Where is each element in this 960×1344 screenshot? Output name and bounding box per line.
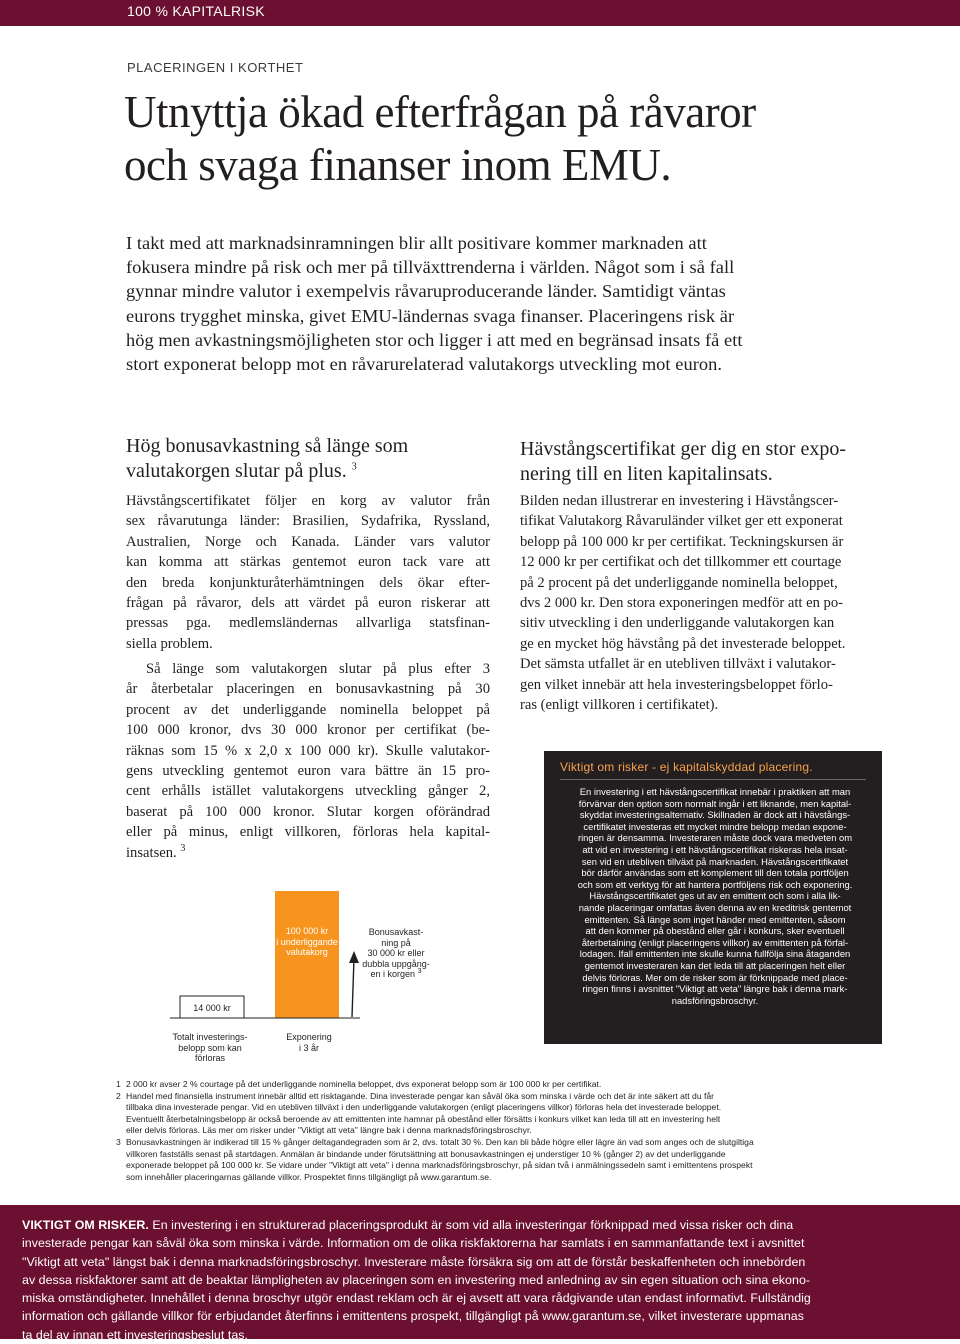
footnote-2 [116, 1091, 886, 1137]
text-line: Hävstångscertifikatet följer en korg av valutor från [126, 493, 490, 509]
investment-diagram [160, 880, 460, 1080]
text-line: sen vid en utebliven tillväxt på marknaden. Hävstångscertifikatet [581, 855, 849, 867]
lead-line: hög men avkastningsmöjligheten stor och ligger i att med en begränsad insats få ett [126, 329, 743, 350]
text-line: tifikat Valutakorg Råvaruländer vilket ger ett exponerat [520, 513, 843, 530]
text-line: kan komma att stärkas gentemot euron tack vare att [126, 554, 490, 571]
footnote-line: exponerade beloppet på 100 000 kr. Se vidare under "Viktigt att veta" i denna marknadsföringsbroschyr, på sidan två i anmälningssedeln samt i emittentens prospekt [126, 1160, 753, 1171]
text-line: av dessa riskfaktorer samt att de beaktar lämpligheten av placeringen som en investering med anledning av sin egen situation och sina ekono- [22, 1272, 811, 1287]
footnote-line: Eventuellt återbetalningsbelopp är också beroende av att emittenten inte hamnar på obestånd eller försätts i konkurs vilket kan leda till att en investering helt [126, 1113, 721, 1124]
text-line: ringen är densamma. Investeraren måste dock vara medveten om [577, 832, 853, 844]
footnote-line: Bonusavkastningen är indikerad till 15 % gånger deltagandegraden som är 2, dvs. totalt 30 %. Den kan bli både högre eller lägre än vad som anges och de slutgiltiga [126, 1136, 754, 1147]
page-title [124, 86, 924, 192]
risk-box-title: Viktigt om risker - ej kapitalskyddad placering. [560, 760, 813, 774]
text-line: pressas pga. medlemsländernas allvarliga statsfinan- [126, 615, 490, 632]
text-line: Bilden nedan illustrerar en investering i Hävstångscer- [520, 493, 839, 509]
text-line: baserat på 100 000 kronor. Slutar korgen oförändrad [126, 803, 490, 820]
text-line: En investering i ett hävstångscertifikat innebär i praktiken att man [579, 786, 851, 797]
big-bar-label [273, 926, 341, 958]
footnotes [116, 1079, 886, 1183]
lead-line: stort exponerat belopp mot en råvarurelaterad valutakorgs utveckling mot euron. [126, 354, 723, 375]
text-line: återbetalning (enligt placeringens villkor) av emittenten på förfal- [581, 936, 849, 948]
text-line: "Viktigt att veta" längst bak i denna marknadsföringsbroschyr. Investerare måste försäkra sig om att de förstår beskaffenheten och innebörden [22, 1254, 806, 1269]
footnote-ref: 3 [351, 461, 357, 473]
text-line: år återbetalar placeringen en bonusavkastning på 30 [126, 681, 490, 698]
small-bar-label: 14 000 kr [193, 1003, 231, 1013]
section-overline: PLACERINGEN I KORTHET [127, 60, 304, 75]
axis-mid-label [272, 1032, 346, 1053]
text-line: information och gällande villkor för erbjudandet återfinns i emittentens prospekt, tillgängligt på www.garantum.se, vilket investerare uppmanas [22, 1309, 804, 1324]
text-line: ta del av innan ett investeringsbeslut tas. [22, 1327, 249, 1342]
text-line: delvis förloras. Mer om de risker som är förknippade med place- [582, 971, 848, 983]
text-line: siella problem. [126, 635, 213, 652]
footnote-ref: 3 [180, 842, 186, 854]
label-line: Totalt investerings- [172, 1032, 248, 1042]
bottom-risk-banner [0, 1205, 960, 1342]
footnote-number: 3 [116, 1136, 121, 1147]
text-line: att den kommer på obestånd eller går i konkurs, sker eventuell [585, 925, 845, 937]
text-line: 100 000 kronor, dvs 30 000 kronor per certifikat (be- [126, 722, 490, 739]
label-line: en i korgen $^3$ [370, 968, 422, 979]
risk-warning-box [544, 751, 882, 1044]
text-line: procent av det underliggande nominella beloppet på [126, 701, 490, 718]
label-line: förloras [194, 1053, 225, 1063]
right-heading [520, 437, 846, 487]
lead-line: eurons trygghet minska, givet EMU-ländernas svaga finanser. Placeringens risk är [126, 305, 735, 326]
text-line: 12 000 kr per certifikat och det tillkommer ett courtage [520, 554, 842, 571]
left-heading [126, 434, 408, 484]
text-line: certifikatet investeras ett mycket mindre belopp medan expone- [583, 820, 847, 832]
title-line: Utnyttja ökad efterfrågan på råvaror [124, 87, 756, 137]
bottom-risk-text [22, 1216, 940, 1344]
footnote-line: villkoren fastställs senast på startdagen. Anmälan är bindande under förutsättning att bonusavkastningen ej understiger 10 % (gånger 2) av det underliggande [126, 1148, 726, 1159]
footnote-line: eller delvis förloras. Läs mer om risker under "Viktigt att veta" längre bak i denna marknadsföringsbroschyr. [126, 1125, 532, 1136]
text-line: Så länge som valutakorgen slutar på plus efter 3 [146, 661, 490, 677]
label-line: Exponering [286, 1032, 332, 1042]
text-line: gentemot investeraren kan det leda till att placeringen helt eller [584, 959, 846, 971]
lead-paragraph [126, 231, 886, 376]
left-paragraph-2 [126, 659, 490, 863]
left-paragraph-1 [126, 491, 490, 654]
text-line: ringen finns i avsnittet "Viktigt att veta" längre bak i denna mark- [582, 983, 848, 995]
label-line: dubbla uppgång- [362, 958, 430, 969]
footnote-line: tillbaka dina investerade pengar. Vid en utebliven tillväxt i den underliggande valutakorgen (enligt placeringens villkor) förloras hela det investerade beloppet. [126, 1102, 722, 1113]
text-line: ras (enligt villkoren i certifikatet). [520, 697, 719, 714]
capital-risk-label: 100 % KAPITALRISK [127, 3, 265, 19]
text-line: gens utveckling gentemot euron vara bättre än 15 pro- [126, 763, 490, 780]
lead-line: gynnar mindre valutor i exempelvis råvaruproducerande länder. Samtidigt väntas [126, 281, 726, 302]
footnote-line: 2 000 kr avser 2 % courtage på det underliggande nominella beloppet, dvs exponerat belopp som är 100 000 kr per certifikat. [126, 1079, 602, 1089]
heading-line: valutakorgen slutar på plus. $^3$ [126, 460, 357, 482]
lead-line: I takt med att marknadsinramningen blir allt positivare kommer marknaden att [126, 233, 707, 253]
axis-left-label [165, 1032, 255, 1064]
footnote-3 [116, 1137, 886, 1183]
text-line: Hävstångscertifikatet ges ut av en emittent och som i alla lik- [589, 890, 841, 902]
text-line: VIKTIGT OM RISKER. En investering i en strukturerad placeringsprodukt är som vid alla investeringar förknippad med vissa risker och dina [22, 1218, 794, 1232]
text-line: lodagen. Ifall emittenten inte skulle kunna fullfölja sina åtaganden [579, 948, 851, 960]
label-line: 30 000 kr eller [367, 948, 425, 958]
text-line: cent erhålls istället valutakorgens utveckling gånger 2, [126, 783, 490, 800]
text-line: gen vilket innebär att hela investeringsbeloppet förlo- [520, 676, 833, 693]
text-line: investerade pengar kan såväl öka som minska i värde. Information om de olika riskfaktorerna har samlats i en sammanfattande text i avsnittet [22, 1236, 805, 1251]
footnote-1 [116, 1079, 886, 1091]
label-line: 100 000 kr [285, 926, 329, 936]
heading-line: Hög bonusavkastning så länge som [126, 435, 409, 457]
text-line: miska omständigheter. Innehållet i denna broschyr utgör endast reklam och är ej avsett att vara rådgivande utan endast informativt. Fullständig [22, 1291, 811, 1306]
label-line: i underliggande [276, 936, 338, 947]
right-paragraph-1 [520, 491, 886, 715]
risk-box-body [560, 786, 870, 1006]
text-line: att vid en investering i ett hävstångscertifikat riskeras hela insat- [582, 843, 848, 855]
label-line: belopp som kan [178, 1042, 242, 1053]
text-line: sex råvarutunga länder: Brasilien, Sydafrika, Ryssland, [126, 513, 490, 530]
heading-line: Hävstångscertifikat ger dig en stor expo- [520, 438, 847, 460]
footnote-number: 1 [116, 1079, 121, 1089]
top-banner [0, 0, 960, 26]
label-line: ning på [381, 937, 411, 948]
text-line: skyddat investeringsalternativ. Skillnaden är dock att i hävstångs- [579, 809, 851, 821]
heading-line: nering till en liten kapitalinsats. [520, 463, 773, 485]
text-line: frågan på råvaror, dels att värdet på euron riskerar att [126, 595, 490, 612]
text-line: belopp på 100 000 kr per certifikat. Teckningskursen är [520, 533, 844, 550]
text-line: eller på minus, enligt villkoren, förloras hela kapital- [126, 824, 490, 841]
text-line: sitiv utveckling i den underliggande valutakorgen kan [520, 615, 835, 632]
footnote-line: Handel med finansiella instrument innebär alltid ett risktagande. Dina investerade pengar kan såväl öka som minska i värde och det är inte säkert att du får [126, 1090, 715, 1101]
text-line: den breda konjunkturåterhämtningen dels ökar efter- [126, 574, 490, 591]
text-line: dvs 2 000 kr. Den stora exponeringen medför att en po- [520, 595, 844, 612]
label-line: Bonusavkast- [368, 927, 424, 937]
footnote-line: som innehåller placeringarnas gällande villkor. Prospektet finns tillgängligt på www.garantum.se. [126, 1171, 492, 1182]
text-line: Det sämsta utfallet är en utebliven tillväxt i valutakor- [520, 656, 836, 673]
divider [560, 779, 866, 780]
text-line: på 2 procent på det underliggande nominella beloppet, [520, 574, 838, 591]
bonus-label [356, 927, 436, 980]
text-line: emittenten. Så länge som inget händer med emittenten, såsom [584, 913, 846, 925]
text-line: bör därför användas som ett komplement till den totala portföljen [581, 867, 849, 879]
text-line: förvärvar den option som normalt ingår i ett liknande, men kapital- [578, 797, 852, 809]
footnote-number: 2 [116, 1090, 121, 1101]
text-line: Australien, Norge och Kanada. Länder vars valutor [126, 533, 490, 550]
text-line: nande placeringar omfattas även denna av en kreditrisk gentemot [578, 901, 852, 913]
text-line: nadsföringsbroschyr. [671, 994, 759, 1006]
label-line: i 3 år [298, 1042, 319, 1053]
text-line: ge en mycket hög hävstång på det investerade beloppet. [520, 635, 846, 652]
risk-heading: VIKTIGT OM RISKER. [22, 1218, 149, 1232]
title-line: och svaga finanser inom EMU. [124, 140, 672, 190]
text-line: räknas som 15 % x 2,0 x 100 000 kr). Skulle valutakor- [126, 742, 490, 759]
arrow-line [352, 958, 354, 1017]
label-line: valutakorg [286, 947, 328, 957]
text-line: och som ett verktyg för att hantera portföljens risk och exponering. [577, 878, 853, 890]
lead-line: fokusera mindre på risk och mer på tillväxttrenderna i världen. Något som i så fall [126, 257, 735, 278]
text-line: insatsen. $^3$ [126, 842, 186, 861]
footnote-ref: 3 [417, 968, 422, 975]
